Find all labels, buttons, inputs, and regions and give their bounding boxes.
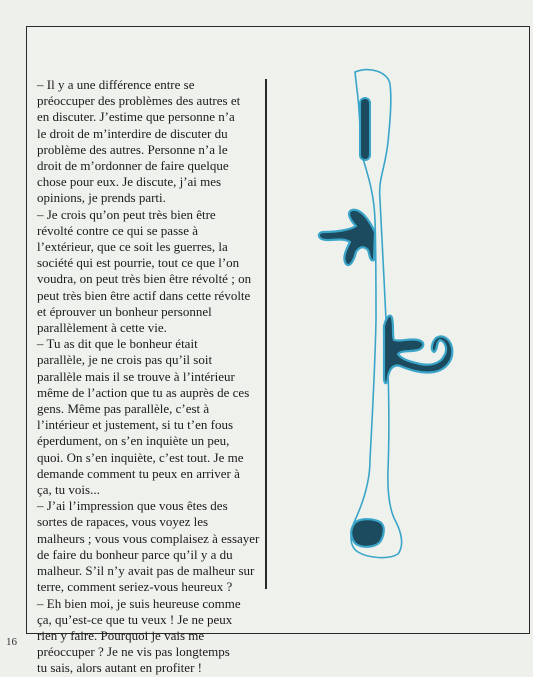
text-line: société qui est pourrie, tout ce que l’on <box>37 255 240 271</box>
illustration-bar <box>360 98 370 160</box>
illustration-blob-bottom <box>351 519 384 547</box>
text-line: rien y faire. Pourquoi je vais me <box>37 627 205 643</box>
text-line: – Il y a une différence entre se <box>37 77 195 92</box>
text-line: problème des autres. Personne n’a le <box>37 141 228 157</box>
illustration-blob-upper <box>319 210 375 265</box>
text-line: ça, tu vois... <box>37 482 100 498</box>
dialogue-paragraph <box>37 77 269 207</box>
text-line: peut très bien être actif dans cette révolte <box>37 287 251 303</box>
text-line: malheurs ; vous vous complaisez à essayer <box>37 530 260 546</box>
text-line: de faire du bonheur parce qu’il y a du <box>37 546 233 562</box>
text-line: préoccuper ? Je ne vis pas longtemps <box>37 644 230 660</box>
text-line: parallèle, je ne crois pas qu’il soit <box>37 352 213 368</box>
text-line: chose pour eux. Je discute, j’ai mes <box>37 174 222 190</box>
text-line: – Tu as dit que le bonheur était <box>37 336 198 352</box>
text-line: en discuter. J’estime que personne n’a <box>37 109 235 125</box>
text-line: éperdument, on s’en inquiète un peu, <box>37 433 230 449</box>
text-line: tu sais, alors autant en profiter ! <box>37 660 202 676</box>
text-line: malheur. S’il n’y avait pas de malheur sur <box>37 563 255 579</box>
dialogue-paragraph <box>37 336 269 498</box>
text-line: – J’ai l’impression que vous êtes des <box>37 498 228 514</box>
text-line: parallèle mais il se trouve à l’intérieur <box>37 368 235 384</box>
text-line: opinions, je prends parti. <box>37 190 166 206</box>
text-column <box>37 77 269 677</box>
text-line: révolté contre ce qui se passe à <box>37 222 198 238</box>
text-line: voudra, on peut très bien être révolté ; on <box>37 271 252 287</box>
dialogue-paragraph <box>37 207 269 337</box>
text-line: même de l’action que tu as auprès de ces <box>37 384 250 400</box>
dialogue-paragraph <box>37 596 269 677</box>
text-line: droit de m’ordonner de faire quelque <box>37 158 229 174</box>
text-line: parallèlement à cette vie. <box>37 320 167 336</box>
text-line: demande comment tu peux en arriver à <box>37 465 240 481</box>
text-line: quoi. On s’en inquiète, c’est tout. Je me <box>37 449 244 465</box>
text-line: le droit de m’interdire de discuter du <box>37 125 228 141</box>
text-line: et éprouver un bonheur personnel <box>37 303 212 319</box>
page-number: 16 <box>6 636 17 648</box>
illustration-blob-lower <box>384 316 452 384</box>
text-line: l’extérieur, que ce soit les guerres, la <box>37 239 228 255</box>
text-line: – Je crois qu’on peut très bien être <box>37 206 216 222</box>
text-line: ça, qu’est-ce que tu veux ! Je ne peux <box>37 611 233 627</box>
illustration-outline <box>351 70 402 558</box>
text-line: sortes de rapaces, vous voyez les <box>37 514 209 530</box>
text-line: gens. Même pas parallèle, c’est à <box>37 401 210 417</box>
dialogue-paragraph <box>37 498 269 595</box>
text-line: préoccuper des problèmes des autres et <box>37 93 241 109</box>
abstract-illustration <box>280 60 500 620</box>
text-line: terre, comment seriez-vous heureux ? <box>37 579 233 595</box>
text-line: – Eh bien moi, je suis heureuse comme <box>37 595 241 611</box>
column-divider <box>265 79 267 589</box>
text-line: l’intérieur et justement, si tu t’en fous <box>37 417 234 433</box>
